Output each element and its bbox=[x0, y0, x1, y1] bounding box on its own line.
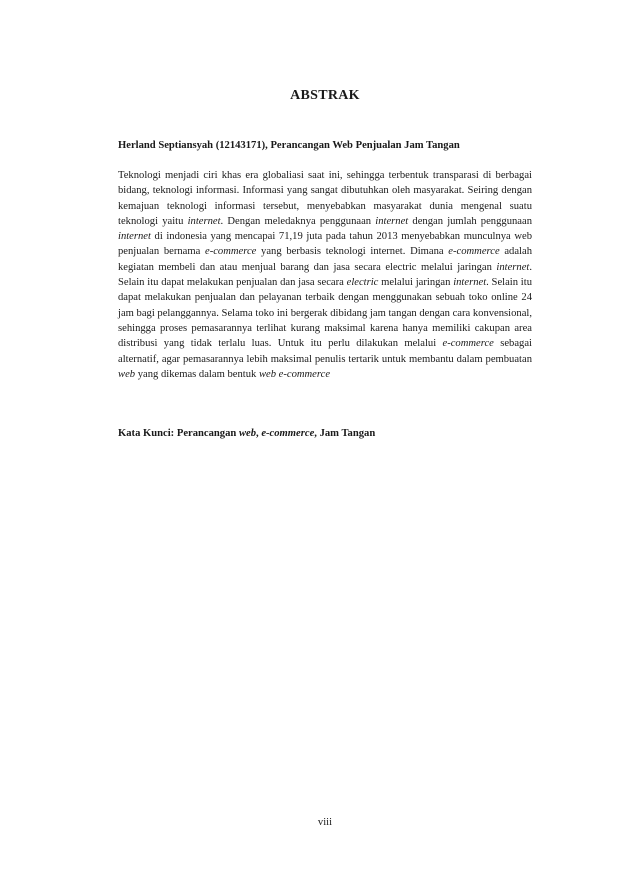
abstract-italic-term: internet bbox=[453, 277, 487, 289]
abstract-text-run: yang berbasis teknologi internet. Dimana bbox=[256, 246, 449, 258]
abstract-text-run: . Selain itu dapat melakukan penjualan dan pelayanan terbaik dengan menggunakan sebuah toko online 24 jam bagi pelanggannya. Selama toko ini bergerak dibidang jam tangan dengan cara konvensional, sehingga proses pemasarannya terlihat kurang maksimal karena hanya memiliki cakupan area distribusi yang tidak terlalu luas. Untuk itu perlu dilakukan melalui bbox=[118, 277, 533, 350]
abstract-text-run: . Selain itu dapat melakukan penjualan dan jasa secara bbox=[118, 261, 532, 289]
abstract-text-run: sebagai alternatif, agar pemasarannya lebih maksimal penulis tertarik untuk membantu dalam pembuatan bbox=[118, 338, 532, 365]
abstract-italic-term: electric bbox=[346, 277, 379, 289]
abstract-italic-term: web bbox=[118, 368, 136, 380]
abstract-text-run: dengan jumlah penggunaan bbox=[408, 215, 532, 227]
abstract-italic-term: internet bbox=[187, 215, 221, 227]
page-number: viii bbox=[317, 817, 333, 828]
abstract-italic-term: e-commerce bbox=[442, 338, 494, 350]
abstract-paragraph bbox=[118, 168, 532, 382]
abstract-italic-term: e-commerce bbox=[205, 246, 257, 258]
abstract-text-run: adalah kegiatan membeli dan atau menjual barang dan jasa secara electric melalui jaringan bbox=[118, 246, 532, 273]
keyword-separator: , bbox=[256, 428, 262, 439]
author-line: Herland Septiansyah (12143171), Perancangan Web Penjualan Jam Tangan bbox=[118, 140, 460, 151]
abstract-text-run: melalui jaringan bbox=[378, 277, 454, 289]
abstract-text-run: di indonesia yang mencapai 71,19 juta pada tahun 2013 menyebabkan munculnya web penjualan bernama bbox=[118, 231, 532, 258]
abstract-italic-term: internet bbox=[118, 231, 151, 243]
abstract-title: ABSTRAK bbox=[290, 88, 360, 103]
keyword-ecommerce: e-commerce bbox=[261, 428, 315, 439]
abstract-text-run: yang dikemas dalam bentuk bbox=[135, 368, 259, 380]
abstract-italic-term: internet bbox=[496, 261, 530, 273]
keyword-web: web bbox=[238, 428, 257, 439]
abstract-body bbox=[118, 168, 532, 382]
abstract-italic-term: web e-commerce bbox=[258, 368, 331, 380]
abstract-italic-term: e-commerce bbox=[448, 246, 500, 258]
keywords-label: Kata Kunci: Perancangan bbox=[118, 428, 239, 439]
document-page bbox=[118, 0, 532, 877]
abstract-text-run: Teknologi menjadi ciri khas era globaliasi saat ini, sehingga terbentuk transparasi di berbagai bidang, teknologi informasi. Informasi yang sangat dibutuhkan oleh masyarakat. Seiring dengan kemajuan teknologi informasi tersebut, menyebabkan masyarakat dunia mengenal suatu teknologi yaitu bbox=[118, 170, 532, 227]
abstract-italic-term: internet bbox=[375, 215, 409, 227]
keywords-line bbox=[118, 428, 532, 439]
keyword-tail: , Jam Tangan bbox=[314, 428, 376, 439]
abstract-text-run: . Dengan meledaknya penggunaan bbox=[220, 215, 376, 227]
